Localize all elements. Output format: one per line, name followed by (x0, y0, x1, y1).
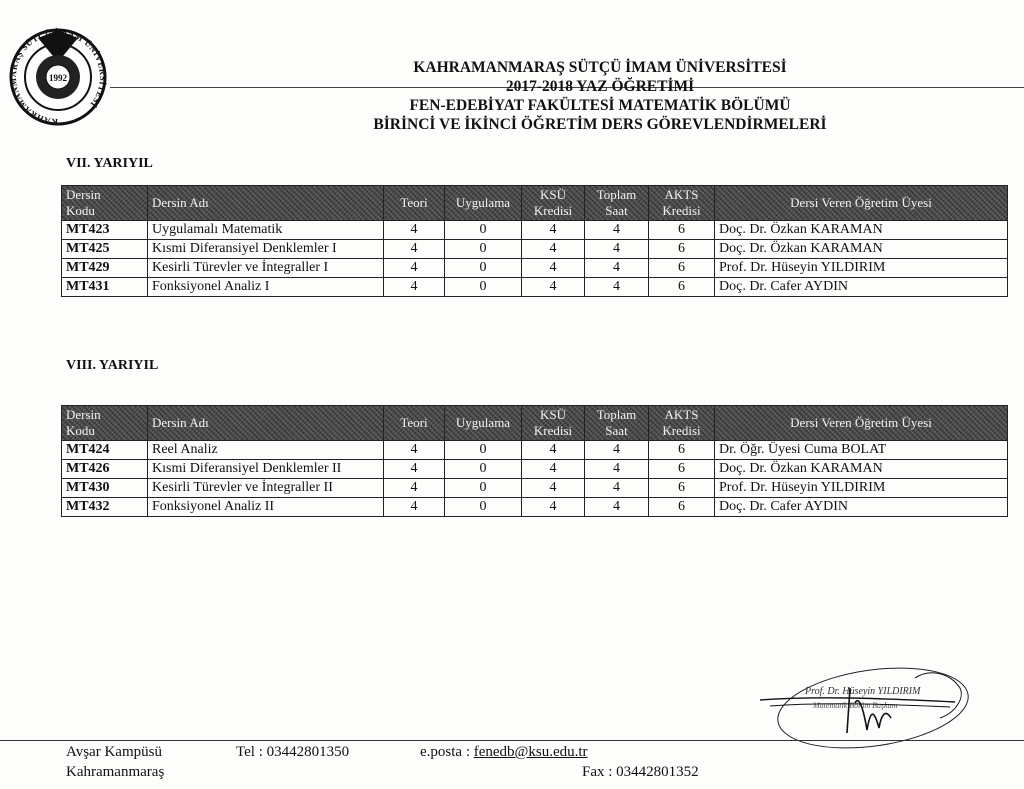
footer-city: Kahramanmaraş (66, 764, 165, 780)
theory-hours: 4 (384, 221, 445, 240)
table-row (62, 278, 1008, 297)
akts-credit: 6 (649, 259, 715, 278)
footer-fax: Fax : 03442801352 (582, 764, 699, 780)
theory-hours: 4 (384, 479, 445, 498)
col-header-instructor: Dersi Veren Öğretim Üyesi (715, 406, 1008, 441)
instructor-name: Doç. Dr. Özkan KARAMAN (715, 460, 1008, 479)
footer-rule (0, 740, 1024, 741)
col-header-code: Dersin Kodu (62, 186, 148, 221)
course-name: Fonksiyonel Analiz I (148, 278, 384, 297)
theory-hours: 4 (384, 278, 445, 297)
col-header-total: Toplam Saat (585, 406, 649, 441)
document-header (300, 58, 900, 134)
semester-title: VII. YARIYIL (66, 156, 153, 171)
table-header-row (62, 186, 1008, 221)
ksu-credit: 4 (522, 240, 585, 259)
practice-hours: 0 (445, 278, 522, 297)
instructor-name: Doç. Dr. Özkan KARAMAN (715, 240, 1008, 259)
footer-campus: Avşar Kampüsü (66, 744, 162, 760)
ksu-credit: 4 (522, 498, 585, 517)
total-hours: 4 (585, 498, 649, 517)
practice-hours: 0 (445, 259, 522, 278)
practice-hours: 0 (445, 240, 522, 259)
course-name: Fonksiyonel Analiz II (148, 498, 384, 517)
footer-email: e.posta : fenedb@ksu.edu.tr (420, 744, 588, 760)
course-code: MT431 (62, 278, 148, 297)
akts-credit: 6 (649, 441, 715, 460)
table-row (62, 259, 1008, 278)
table-row (62, 240, 1008, 259)
col-header-practice: Uygulama (445, 186, 522, 221)
course-name: Kısmi Diferansiyel Denklemler II (148, 460, 384, 479)
table-header-row (62, 406, 1008, 441)
course-code: MT430 (62, 479, 148, 498)
ksu-credit: 4 (522, 259, 585, 278)
instructor-name: Prof. Dr. Hüseyin YILDIRIM (715, 479, 1008, 498)
akts-credit: 6 (649, 479, 715, 498)
akts-credit: 6 (649, 460, 715, 479)
term-title: 2017-2018 YAZ ÖĞRETİMİ (505, 78, 695, 95)
ksu-credit: 4 (522, 441, 585, 460)
department-name: FEN-EDEBİYAT FAKÜLTESİ MATEMATİK BÖLÜMÜ (409, 97, 791, 114)
practice-hours: 0 (445, 479, 522, 498)
course-table-viii (61, 405, 1008, 517)
col-header-theory: Teori (384, 406, 445, 441)
course-code: MT423 (62, 221, 148, 240)
signature-role: Matematik Bölüm Başkanı (813, 701, 898, 710)
table-row (62, 498, 1008, 517)
total-hours: 4 (585, 221, 649, 240)
col-header-theory: Teori (384, 186, 445, 221)
akts-credit: 6 (649, 498, 715, 517)
akts-credit: 6 (649, 221, 715, 240)
course-code: MT424 (62, 441, 148, 460)
ksu-credit: 4 (522, 460, 585, 479)
signature-name: Prof. Dr. Hüseyin YILDIRIM (805, 686, 921, 697)
col-header-ksu: KSÜ Kredisi (522, 186, 585, 221)
col-header-name: Dersin Adı (148, 186, 384, 221)
semester-title: VIII. YARIYIL (66, 358, 159, 373)
col-header-instructor: Dersi Veren Öğretim Üyesi (715, 186, 1008, 221)
practice-hours: 0 (445, 221, 522, 240)
ksu-credit: 4 (522, 479, 585, 498)
course-name: Reel Analiz (148, 441, 384, 460)
total-hours: 4 (585, 278, 649, 297)
col-header-practice: Uygulama (445, 406, 522, 441)
ksu-credit: 4 (522, 221, 585, 240)
col-header-akts: AKTS Kredisi (649, 186, 715, 221)
course-code: MT432 (62, 498, 148, 517)
document-title: BİRİNCİ VE İKİNCİ ÖĞRETİM DERS GÖREVLENDİRMELERİ (373, 116, 827, 133)
course-name: Kesirli Türevler ve İntegraller II (148, 479, 384, 498)
instructor-name: Doç. Dr. Cafer AYDIN (715, 498, 1008, 517)
course-code: MT429 (62, 259, 148, 278)
akts-credit: 6 (649, 240, 715, 259)
table-row (62, 221, 1008, 240)
table-row (62, 460, 1008, 479)
seal-text: KAHRAMANMARAŞ SÜTÇÜ İMAM ÜNİVERSİTESİ (8, 26, 108, 128)
total-hours: 4 (585, 240, 649, 259)
fax-number: 03442801352 (616, 764, 699, 780)
total-hours: 4 (585, 460, 649, 479)
col-header-code: Dersin Kodu (62, 406, 148, 441)
footer-tel: Tel : 03442801350 (236, 744, 350, 760)
theory-hours: 4 (384, 259, 445, 278)
instructor-name: Doç. Dr. Cafer AYDIN (715, 278, 1008, 297)
col-header-name: Dersin Adı (148, 406, 384, 441)
instructor-name: Dr. Öğr. Üyesi Cuma BOLAT (715, 441, 1008, 460)
practice-hours: 0 (445, 441, 522, 460)
instructor-name: Prof. Dr. Hüseyin YILDIRIM (715, 259, 1008, 278)
seal-year: 1992 (49, 73, 67, 83)
total-hours: 4 (585, 259, 649, 278)
course-code: MT425 (62, 240, 148, 259)
email-link[interactable]: fenedb@ksu.edu.tr (473, 744, 588, 760)
university-seal-logo (8, 22, 108, 132)
signature (755, 658, 975, 750)
theory-hours: 4 (384, 460, 445, 479)
course-table-vii (61, 185, 1008, 297)
course-name: Uygulamalı Matematik (148, 221, 384, 240)
course-name: Kısmi Diferansiyel Denklemler I (148, 240, 384, 259)
practice-hours: 0 (445, 498, 522, 517)
course-name: Kesirli Türevler ve İntegraller I (148, 259, 384, 278)
theory-hours: 4 (384, 240, 445, 259)
tel-number: 03442801350 (266, 744, 350, 760)
table-row (62, 479, 1008, 498)
col-header-ksu: KSÜ Kredisi (522, 406, 585, 441)
practice-hours: 0 (445, 460, 522, 479)
table-row (62, 441, 1008, 460)
course-code: MT426 (62, 460, 148, 479)
col-header-akts: AKTS Kredisi (649, 406, 715, 441)
university-name: KAHRAMANMARAŞ SÜTÇÜ İMAM ÜNİVERSİTESİ (413, 59, 787, 76)
ksu-credit: 4 (522, 278, 585, 297)
total-hours: 4 (585, 479, 649, 498)
theory-hours: 4 (384, 498, 445, 517)
theory-hours: 4 (384, 441, 445, 460)
akts-credit: 6 (649, 278, 715, 297)
col-header-total: Toplam Saat (585, 186, 649, 221)
instructor-name: Doç. Dr. Özkan KARAMAN (715, 221, 1008, 240)
total-hours: 4 (585, 441, 649, 460)
